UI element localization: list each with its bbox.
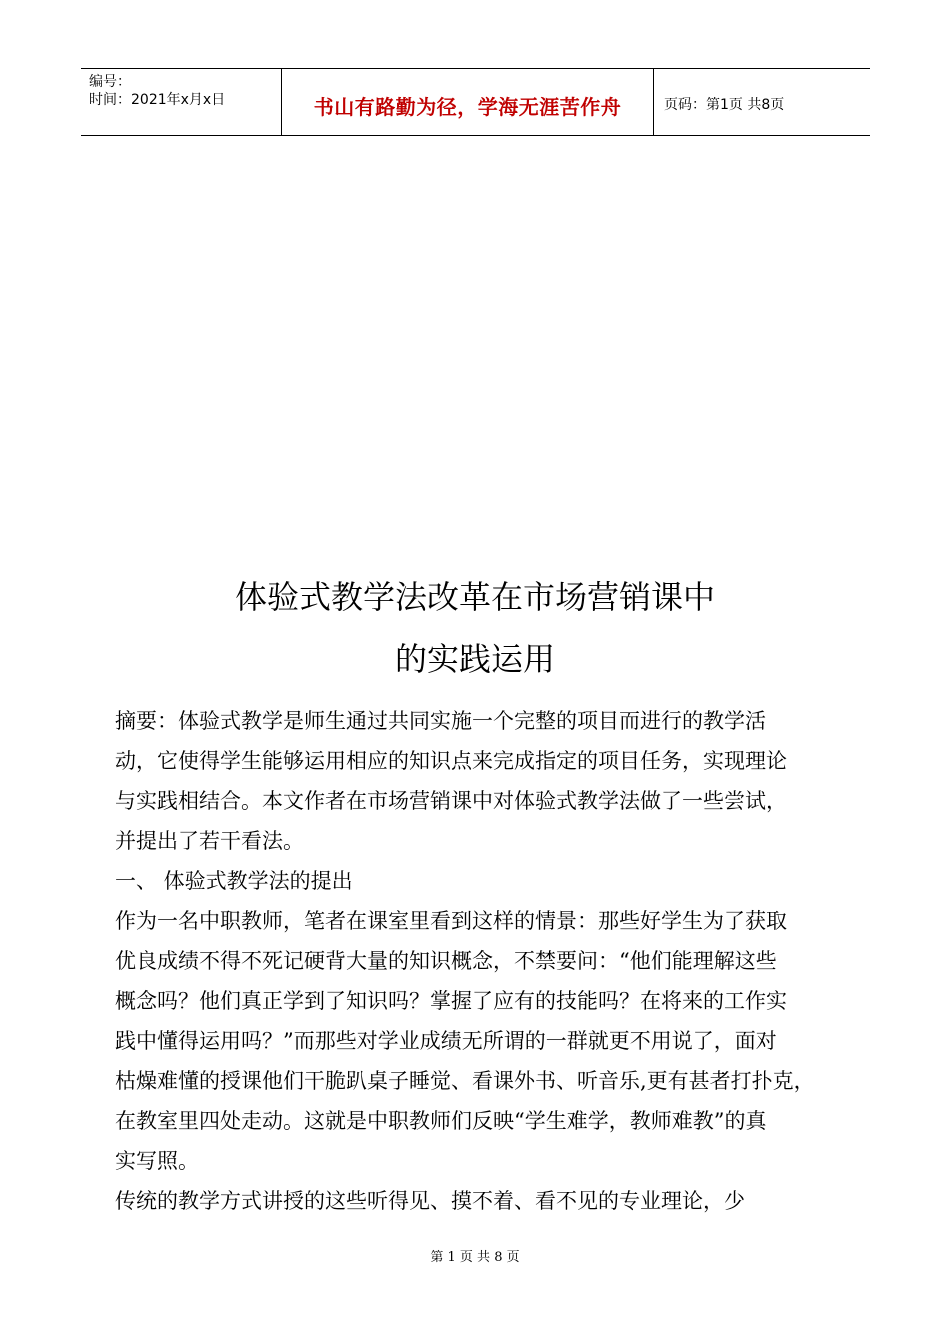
- body-line: 与实践相结合。本文作者在市场营销课中对体验式教学法做了一些尝试，: [115, 789, 787, 813]
- body-line: 在教室里四处走动。这就是中职教师们反映“学生难学，教师难教”的真: [115, 1109, 767, 1133]
- section-heading: 一、 体验式教学法的提出: [115, 869, 353, 893]
- document-header: [81, 68, 870, 136]
- document-date-label: 时间：2021年x月x日: [89, 92, 226, 108]
- body-line: 并提出了若干看法。: [115, 829, 304, 853]
- document-title-line-1: 体验式教学法改革在市场营销课中: [234, 578, 715, 616]
- body-line: 动，它使得学生能够运用相应的知识点来完成指定的项目任务，实现理论: [115, 749, 787, 773]
- page-footer: 第 1 页 共 8 页: [430, 1250, 520, 1265]
- header-motto-cell: [281, 69, 654, 135]
- document-number-label: 编号：: [89, 74, 131, 90]
- header-page-info: 页码：第1页 共8页: [664, 97, 785, 113]
- body-line: 传统的教学方式讲授的这些听得见、摸不着、看不见的专业理论，少: [115, 1189, 745, 1213]
- header-page-cell: [654, 69, 870, 135]
- body-line: 作为一名中职教师，笔者在课室里看到这样的情景：那些好学生为了获取: [115, 909, 787, 933]
- header-left-cell: [81, 69, 281, 135]
- body-line: 践中懂得运用吗？”而那些对学业成绩无所谓的一群就更不用说了，面对: [115, 1029, 777, 1053]
- body-line: 实写照。: [115, 1149, 199, 1173]
- body-line: 优良成绩不得不死记硬背大量的知识概念，不禁要问：“他们能理解这些: [115, 949, 777, 973]
- document-title-line-2: 的实践运用: [394, 640, 555, 678]
- body-line: 摘要：体验式教学是师生通过共同实施一个完整的项目而进行的教学活: [115, 709, 766, 733]
- header-motto: 书山有路勤为径，学海无涯苦作舟: [313, 95, 622, 119]
- body-line: 枯燥难懂的授课他们干脆趴桌子睡觉、看课外书、听音乐,更有甚者打扑克，: [115, 1069, 815, 1093]
- body-line: 概念吗？他们真正学到了知识吗？掌握了应有的技能吗？在将来的工作实: [115, 989, 787, 1013]
